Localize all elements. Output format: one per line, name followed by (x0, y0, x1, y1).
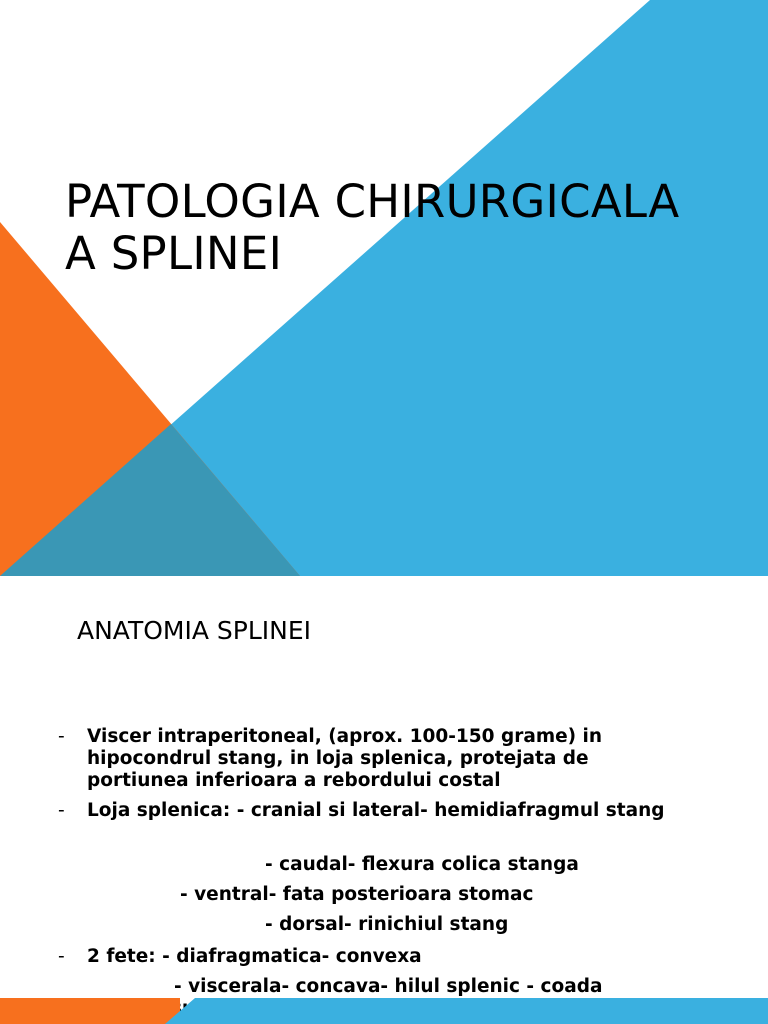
bullet-continuation: - viscerala- concava- hilul splenic - coada (174, 976, 603, 997)
title-line-2: A SPLINEI (65, 227, 283, 280)
bullet-continuation: - ventral- fata posterioara stomac (180, 884, 534, 905)
blue-strip-shape (165, 998, 768, 1024)
bullet-marker: - (58, 726, 65, 747)
bullet-continuation: - caudal- flexura colica stanga (265, 854, 579, 875)
title-line-1: PATOLOGIA CHIRURGICALA (65, 175, 680, 228)
bullet-marker: - (58, 946, 65, 967)
bullet-continuation: - dorsal- rinichiul stang (265, 914, 509, 935)
content-slide (0, 576, 768, 1024)
bullet-text: 2 fete: - diafragmatica- convexa (87, 946, 422, 967)
bottom-decorative-strip (0, 998, 768, 1024)
orange-strip-shape (0, 998, 180, 1024)
slide-heading: ANATOMIA SPLINEI (77, 616, 312, 645)
slide-title (65, 176, 745, 280)
bullet-marker: - (58, 800, 65, 821)
bullet-text: Loja splenica: - cranial si lateral- hemidiafragmul stang (87, 800, 665, 821)
bullet-text: Viscer intraperitoneal, (aprox. 100-150 grame) in hipocondrul stang, in loja splenica, protejata de portiunea inferioara a rebordului costal (87, 726, 603, 791)
